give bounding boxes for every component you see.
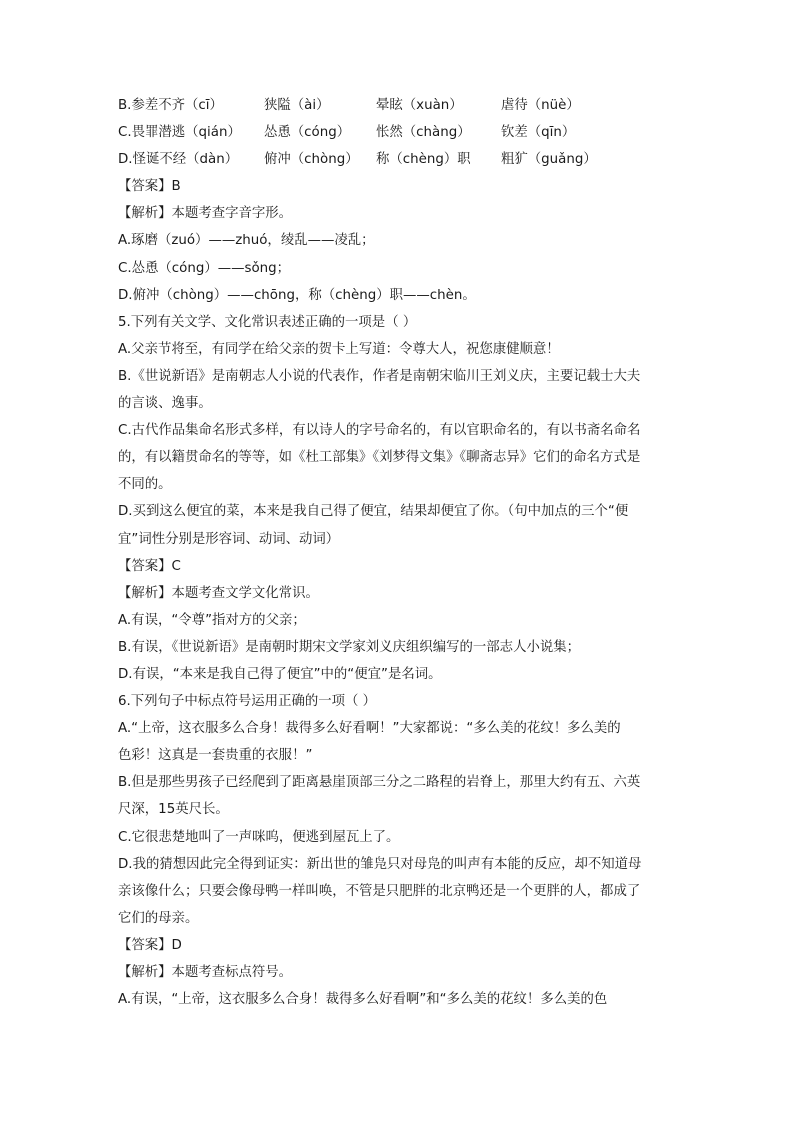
option-row-b (118, 92, 678, 119)
text-line: B.《世说新语》是南朝志人小说的代表作，作者是南朝宋临川王刘义庆，主要记载士大夫 (118, 368, 641, 384)
text-line: D.我的猜想因此完全得到证实：新出世的雏凫只对母凫的叫声有本能的反应，却不知道母 (118, 856, 642, 872)
analysis-label: 【解析】本题考查标点符号。 (118, 965, 293, 980)
text-line: A.父亲节将至，有同学在给父亲的贺卡上写道：令尊大人，祝您康健顺意！ (118, 341, 560, 357)
text-line: 它们的母亲。 (118, 910, 199, 926)
pinyin-item: B.参差不齐（cī） (118, 98, 223, 113)
text-line: A.有误，“上帝，这衣服多么合身！裁得多么好看啊”和“多么美的花纹！多么美的色 (118, 992, 608, 1008)
answer-label: 【答案】D (118, 937, 182, 953)
text-line: 的言谈、逸事。 (118, 396, 212, 412)
pinyin-item: C.畏罪潜逃（qián） (118, 125, 241, 141)
text-line: 色彩！这真是一套贵重的衣服！” (118, 748, 313, 764)
option-row-d (118, 146, 678, 173)
pinyin-item: 粗犷（guǎng） (501, 152, 597, 168)
text-line: A.有误，“令尊”指对方的父亲； (118, 612, 306, 628)
text-line: C.古代作品集命名形式多样，有以诗人的字号命名的，有以官职命名的，有以书斋名命名 (118, 423, 641, 439)
pinyin-item: 怅然（chàng） (376, 125, 471, 141)
question-5-stem: 5.下列有关文学、文化常识表述正确的一项是（ ） (118, 314, 417, 330)
pinyin-item: 俯冲（chòng） (264, 152, 359, 168)
text-line: D.买到这么便宜的菜，本来是我自己得了便宜，结果却便宜了你。（句中加点的三个“便 (118, 504, 629, 520)
pinyin-item: 狭隘（ài） (264, 98, 330, 113)
text-line: 亲该像什么；只要会像母鸭一样叫唤，不管是只肥胖的北京鸭还是一个更胖的人，都成了 (118, 883, 641, 899)
text-line: A.“上帝，这衣服多么合身！裁得多么好看啊！”大家都说：“多么美的花纹！多么美的 (118, 721, 621, 737)
text-line: 尺深，15英尺长。 (118, 802, 229, 818)
text-line: 的，有以籍贯命名的等等，如《杜工部集》《刘梦得文集》《聊斋志异》它们的命名方式是 (118, 450, 641, 466)
text-line: D.有误，“本来是我自己得了便宜”中的“便宜”是名词。 (118, 666, 442, 682)
answer-label: 【答案】C (118, 558, 181, 574)
analysis-label: 【解析】本题考查文学文化常识。 (118, 585, 319, 601)
text-line: A.琢磨（zuó）——zhuó，绫乱——凌乱； (118, 233, 375, 249)
analysis-label: 【解析】本题考查字音字形。 (118, 206, 293, 222)
answer-label: 【答案】B (118, 179, 181, 195)
text-line: C.它很悲楚地叫了一声咪呜，便逃到屋瓦上了。 (118, 829, 400, 845)
option-row-c (118, 119, 678, 146)
text-line: C.怂恿（cóng）——sǒng； (118, 260, 291, 276)
document-page (118, 92, 678, 1013)
text-line: 不同的。 (118, 477, 172, 493)
text-line: 宜”词性分别是形容词、动词、动词） (118, 531, 340, 547)
pinyin-item: 虐待（nüè） (501, 98, 580, 113)
pinyin-item: 晕眩（xuàn） (376, 98, 463, 113)
text-line: D.俯冲（chòng）——chōng，称（chèng）职——chèn。 (118, 287, 476, 303)
pinyin-item: 怂恿（cóng） (264, 125, 351, 141)
question-6-stem: 6.下列句子中标点符号运用正确的一项（ ） (118, 694, 377, 710)
pinyin-item: D.怪诞不经（dàn） (118, 152, 239, 168)
pinyin-item: 钦差（qīn） (501, 125, 576, 141)
text-line: B.有误，《世说新语》是南朝时期宋文学家刘义庆组织编写的一部志人小说集； (118, 639, 581, 655)
pinyin-item: 称（chèng）职 (376, 152, 471, 168)
text-line: B.但是那些男孩子已经爬到了距离悬崖顶部三分之二路程的岩脊上，那里大约有五、六英 (118, 775, 641, 791)
